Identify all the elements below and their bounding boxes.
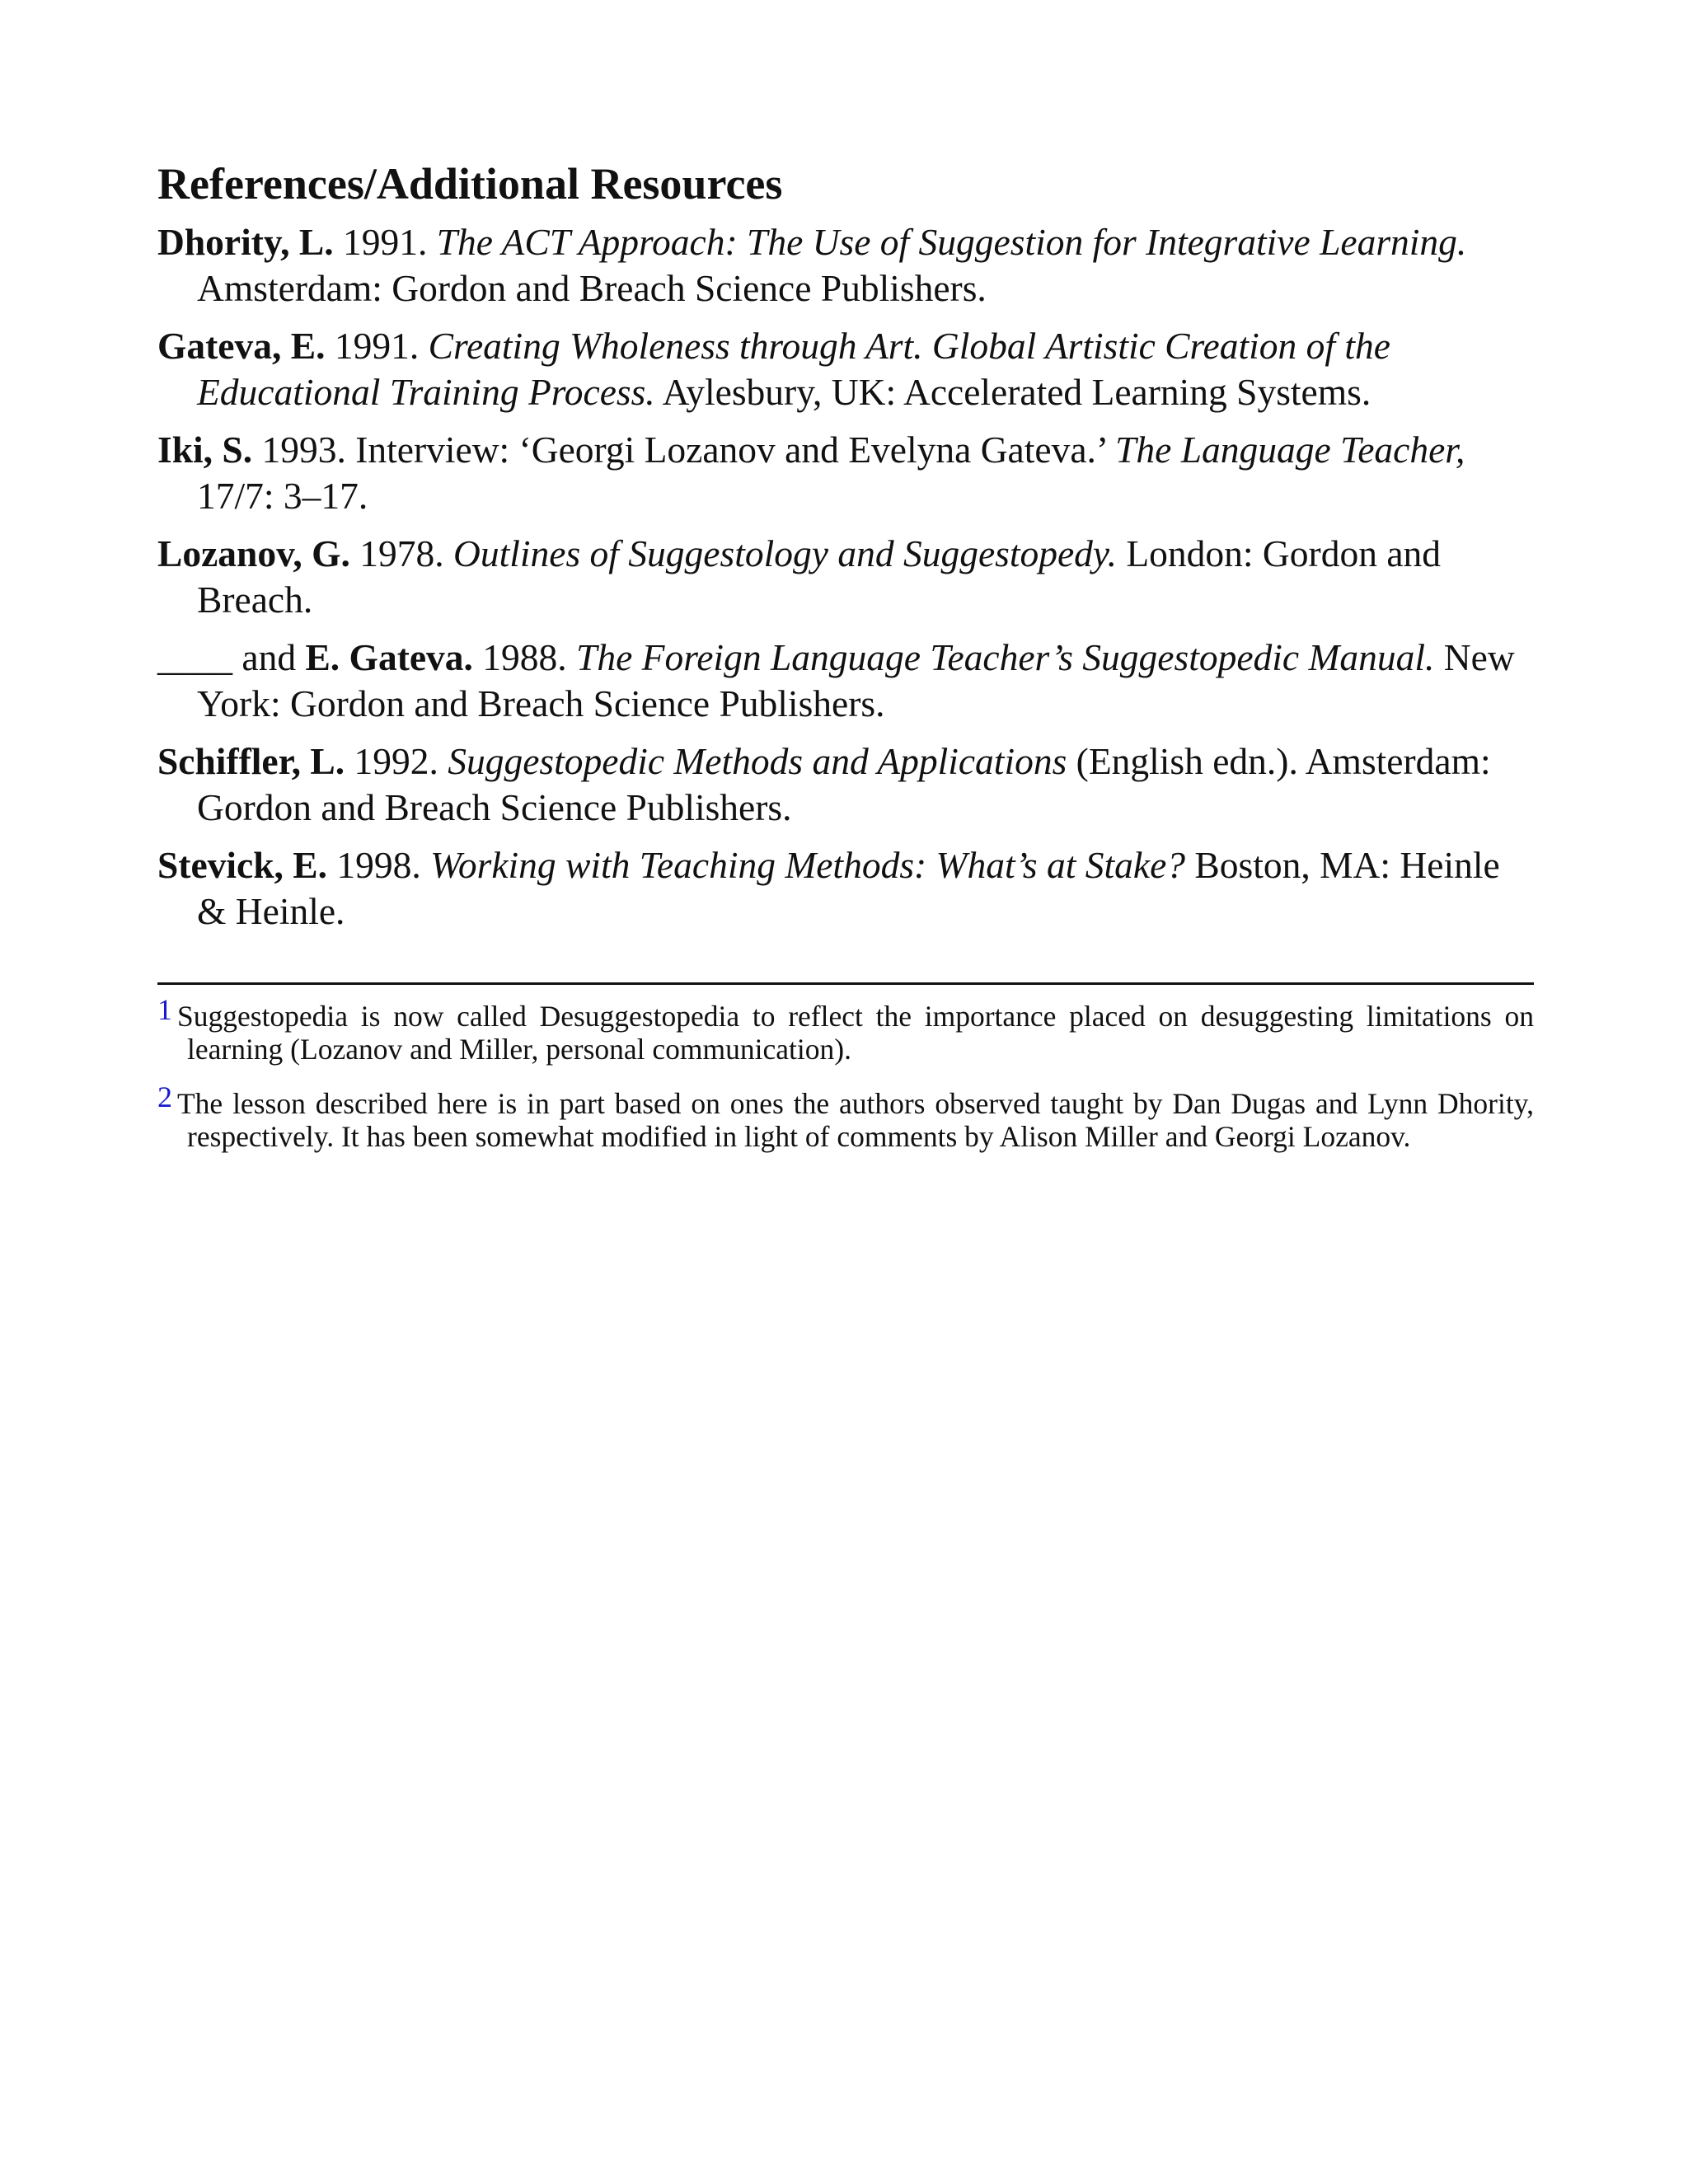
- reference-author: Gateva, E.: [157, 325, 326, 367]
- reference-entry: [157, 323, 1534, 415]
- reference-entry: [157, 738, 1534, 831]
- footnote: [157, 1080, 1534, 1153]
- reference-publisher: London: Gordon and Breach.: [197, 532, 1442, 621]
- footnote-text: The lesson described here is in part based on ones the authors observed taught by Dan Dugas and Lynn Dhority, respectively. It has been somewhat modified in light of comments by Alison Miller and Georgi Lozanov.: [177, 1087, 1534, 1153]
- reference-publisher: Boston, MA: Heinle & Heinle.: [197, 844, 1500, 932]
- reference-entry: [157, 635, 1534, 727]
- reference-title: The Foreign Language Teacher’s Suggestopedic Manual.: [576, 636, 1435, 678]
- section-heading: References/Additional Resources: [157, 159, 783, 209]
- footnote-divider: [157, 982, 1534, 985]
- reference-title: The ACT Approach: The Use of Suggestion for Integrative Learning.: [436, 221, 1467, 263]
- reference-publisher: (English edn.). Amsterdam: Gordon and Breach Science Publishers.: [197, 740, 1491, 828]
- reference-year: 1988.: [482, 636, 567, 678]
- reference-publisher: Amsterdam: Gordon and Breach Science Publishers.: [197, 267, 987, 309]
- reference-author: Stevick, E.: [157, 844, 328, 886]
- reference-entry: [157, 219, 1534, 312]
- reference-author: Schiffler, L.: [157, 740, 345, 782]
- reference-year: 1992.: [354, 740, 438, 782]
- reference-publisher: New York: Gordon and Breach Science Publishers.: [197, 636, 1515, 724]
- footnote-marker: 1: [157, 993, 172, 1026]
- reference-title: Outlines of Suggestology and Suggestopedy.: [452, 532, 1117, 574]
- reference-author: Iki, S.: [157, 429, 253, 471]
- reference-year: 1991.: [343, 221, 428, 263]
- reference-publisher: 17/7: 3–17.: [197, 475, 368, 517]
- reference-year: 1993. Interview: ‘Georgi Lozanov and Evelyna Gateva.’: [261, 429, 1106, 471]
- reference-year: 1991.: [334, 325, 420, 367]
- footnote: [157, 993, 1534, 1066]
- reference-title: The Language Teacher,: [1115, 429, 1465, 471]
- footnote-marker: 2: [157, 1080, 172, 1113]
- reference-title: Creating Wholeness through Art. Global Artistic Creation of the Educational Training Process.: [197, 325, 1390, 413]
- reference-author: Dhority, L.: [157, 221, 334, 263]
- reference-entry: [157, 842, 1534, 935]
- references-page: [157, 155, 1534, 1168]
- reference-publisher: Aylesbury, UK: Accelerated Learning Systems.: [662, 371, 1372, 413]
- reference-entry: [157, 531, 1534, 623]
- footnote-text: Suggestopedia is now called Desuggestopedia to reflect the importance placed on desuggesting limitations on learning (Lozanov and Miller, personal communication).: [177, 1000, 1534, 1066]
- reference-author: Lozanov, G.: [157, 532, 350, 574]
- reference-joiner: and: [241, 636, 297, 678]
- reference-coauthor: E. Gateva.: [305, 636, 473, 678]
- reference-title: Working with Teaching Methods: What’s at Stake?: [430, 844, 1186, 886]
- reference-year: 1978.: [359, 532, 444, 574]
- reference-year: 1998.: [336, 844, 421, 886]
- reference-entry: [157, 427, 1534, 519]
- repeat-author-blank: ____: [157, 636, 232, 678]
- reference-title: Suggestopedic Methods and Applications: [448, 740, 1067, 782]
